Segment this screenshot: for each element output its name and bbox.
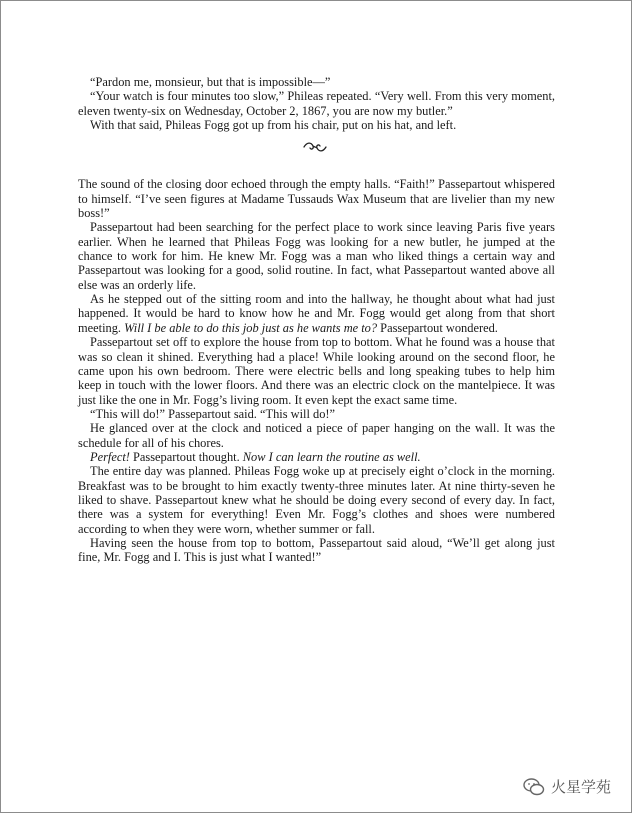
paragraph: “This will do!” Passepartout said. “This will do!” bbox=[90, 406, 336, 421]
paragraph: With that said, Phileas Fogg got up from his chair, put on his hat, and left. bbox=[90, 118, 457, 133]
italic-thought: Perfect! bbox=[90, 449, 130, 464]
paragraph: Passepartout had been searching for the perfect place to work since leaving Paris five years earlier. When he learned that Phileas Fogg was looking for a new butler, he jumped at the chance to work for him. He knew Mr. Fogg was a man who liked things a certain way and Passepartout was looking for a good, solid routine. In fact, what Passepartout wanted above all else was an orderly life. bbox=[78, 220, 555, 292]
paragraph: He glanced over at the clock and noticed a piece of paper hanging on the wall. It was the schedule for all of his chores. bbox=[78, 421, 555, 450]
paragraph: The sound of the closing door echoed through the empty halls. “Faith!” Passepartout whispered to himself. “I’ve seen figures at Madame Tussauds Wax Museum that are livelier than my new boss!” bbox=[78, 177, 555, 221]
paragraph: Having seen the house from top to bottom, Passepartout said aloud, “We’ll get along just fine, Mr. Fogg and I. This is just what I wanted!” bbox=[78, 535, 555, 565]
paragraph: “Your watch is four minutes too slow,” Phileas repeated. “Very well. From this very moment, eleven twenty-six on Wednesday, October 2, 1867, you are now my butler.” bbox=[78, 89, 555, 118]
paragraph-text: Passepartout wondered. bbox=[377, 320, 498, 335]
paragraph-text: Passepartout thought. bbox=[129, 449, 243, 464]
paragraph: “Pardon me, monsieur, but that is impossible—” bbox=[90, 75, 331, 89]
ornament-icon bbox=[302, 141, 328, 153]
paragraph bbox=[78, 450, 555, 464]
italic-thought: Now I can learn the routine as well. bbox=[242, 449, 421, 464]
wechat-icon bbox=[523, 778, 545, 796]
paragraph: The entire day was planned. Phileas Fogg woke up at precisely eight o’clock in the morning. Breakfast was to be brought to him exactly twenty-three minutes later. At nine thirty-seven he liked to shave. Passepartout knew what he should be doing every second of every day. In fact, there was a system for everything! Even Mr. Fogg’s clothes and shoes were numbered according to when they were worn, whether summer or fall. bbox=[78, 464, 555, 536]
italic-thought: Will I be able to do this job just as he wants me to? bbox=[124, 320, 378, 335]
paragraph bbox=[78, 292, 555, 335]
watermark-text: 火星学苑 bbox=[550, 778, 611, 796]
paragraph-text: As he stepped out of the sitting room and into the hallway, he thought about what had just happened. It would be hard to know how he and Mr. Fogg would get along from that short meeting. bbox=[78, 292, 555, 335]
paragraph: Passepartout set off to explore the house from top to bottom. What he found was a house that was so clean it shined. Everything had a place! While looking around on the second floor, he came upon his own bedroom. There were electric bells and long speaking tubes to help him keep in touch with the lower floors. And there was an electric clock on the mantelpiece. It was just like the one in Mr. Fogg’s living room. It even kept the exact same time. bbox=[78, 335, 555, 407]
watermark bbox=[523, 776, 611, 797]
page-text bbox=[78, 75, 555, 565]
